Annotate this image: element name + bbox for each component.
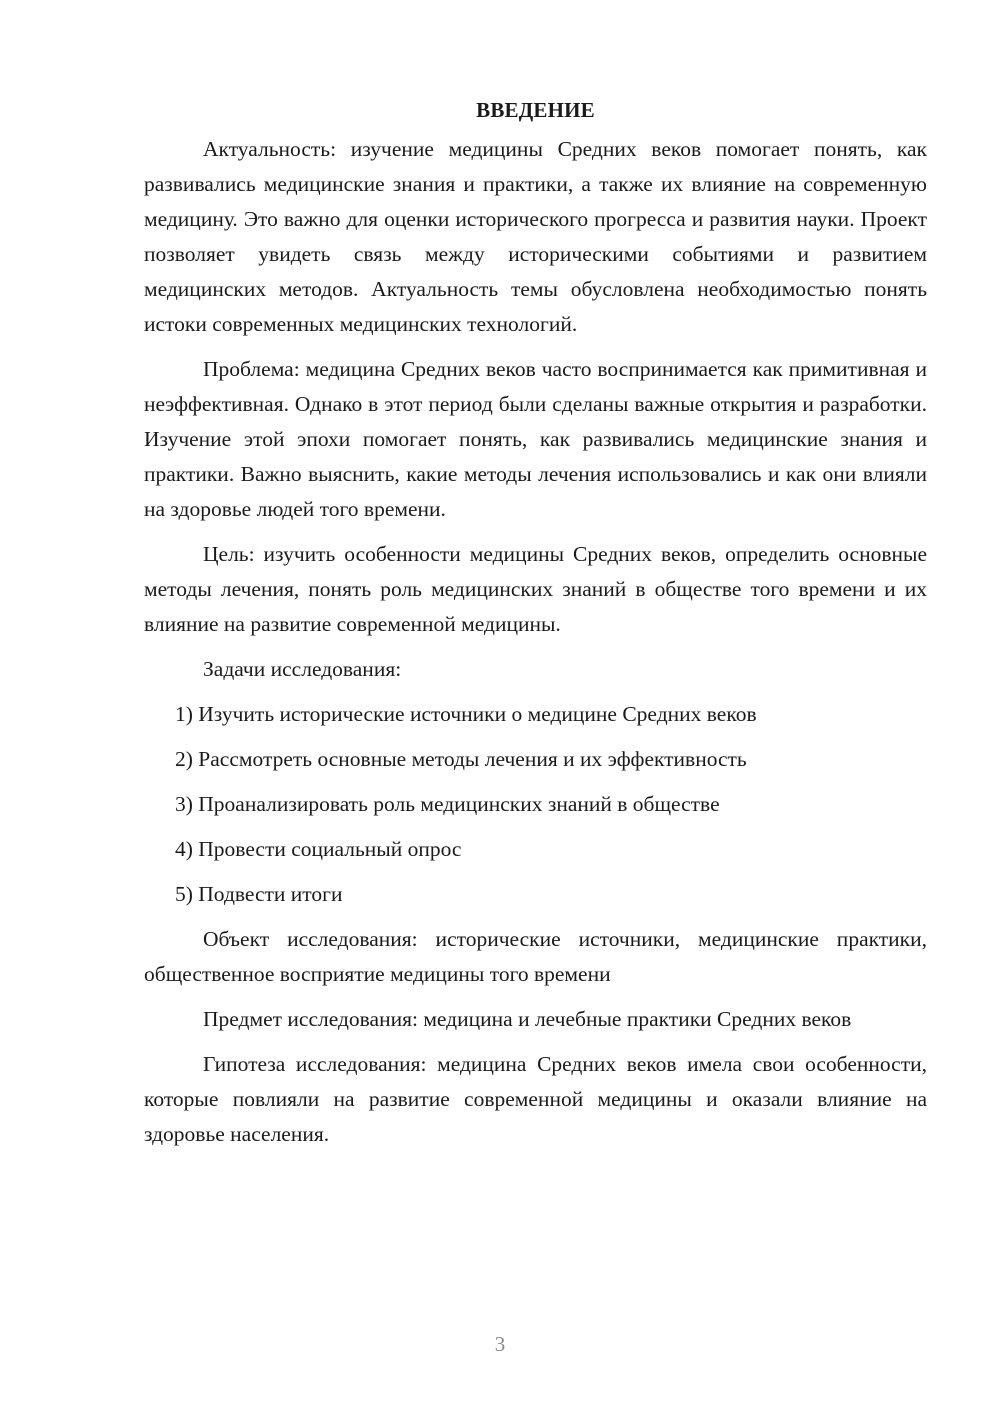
relevance-paragraph: Актуальность: изучение медицины Средних веков помогает понять, как развивались медицинские знания и практики, а также их влияние на современную медицину. Это важно для оценки исторического прогресса и развития науки. Проект позволяет увидеть связь между историческими событиями и развитием медицинских методов. Актуальность темы обусловлена необходимостью понять истоки современных медицинских технологий. <box>144 137 927 336</box>
task-item: 3) Проанализировать роль медицинских знаний в обществе <box>175 792 720 816</box>
tasks-list <box>144 697 927 912</box>
object-paragraph: Объект исследования: исторические источники, медицинские практики, общественное восприятие медицины того времени <box>144 927 927 986</box>
page-number: 3 <box>494 1332 506 1356</box>
task-item: 5) Подвести итоги <box>175 882 343 906</box>
tasks-heading: Задачи исследования: <box>203 657 402 681</box>
page-title: ВВЕДЕНИЕ <box>476 98 595 122</box>
goal-paragraph: Цель: изучить особенности медицины Средних веков, определить основные методы лечения, понять роль медицинских знаний в обществе того времени и их влияние на развитие современной медицины. <box>144 542 927 636</box>
task-item: 4) Провести социальный опрос <box>175 837 462 861</box>
subject-paragraph: Предмет исследования: медицина и лечебные практики Средних веков <box>203 1007 852 1031</box>
task-item: 1) Изучить исторические источники о медицине Средних веков <box>175 702 757 726</box>
hypothesis-paragraph: Гипотеза исследования: медицина Средних веков имела свои особенности, которые повлияли на развитие современной медицины и оказали влияние на здоровье населения. <box>144 1052 927 1146</box>
problem-paragraph: Проблема: медицина Средних веков часто воспринимается как примитивная и неэффективная. Однако в этот период были сделаны важные открытия и разработки. Изучение этой эпохи помогает понять, как развивались медицинские знания и практики. Важно выяснить, какие методы лечения использовались и как они влияли на здоровье людей того времени. <box>144 357 927 521</box>
document-page <box>144 92 927 1162</box>
task-item: 2) Рассмотреть основные методы лечения и их эффективность <box>175 747 747 771</box>
